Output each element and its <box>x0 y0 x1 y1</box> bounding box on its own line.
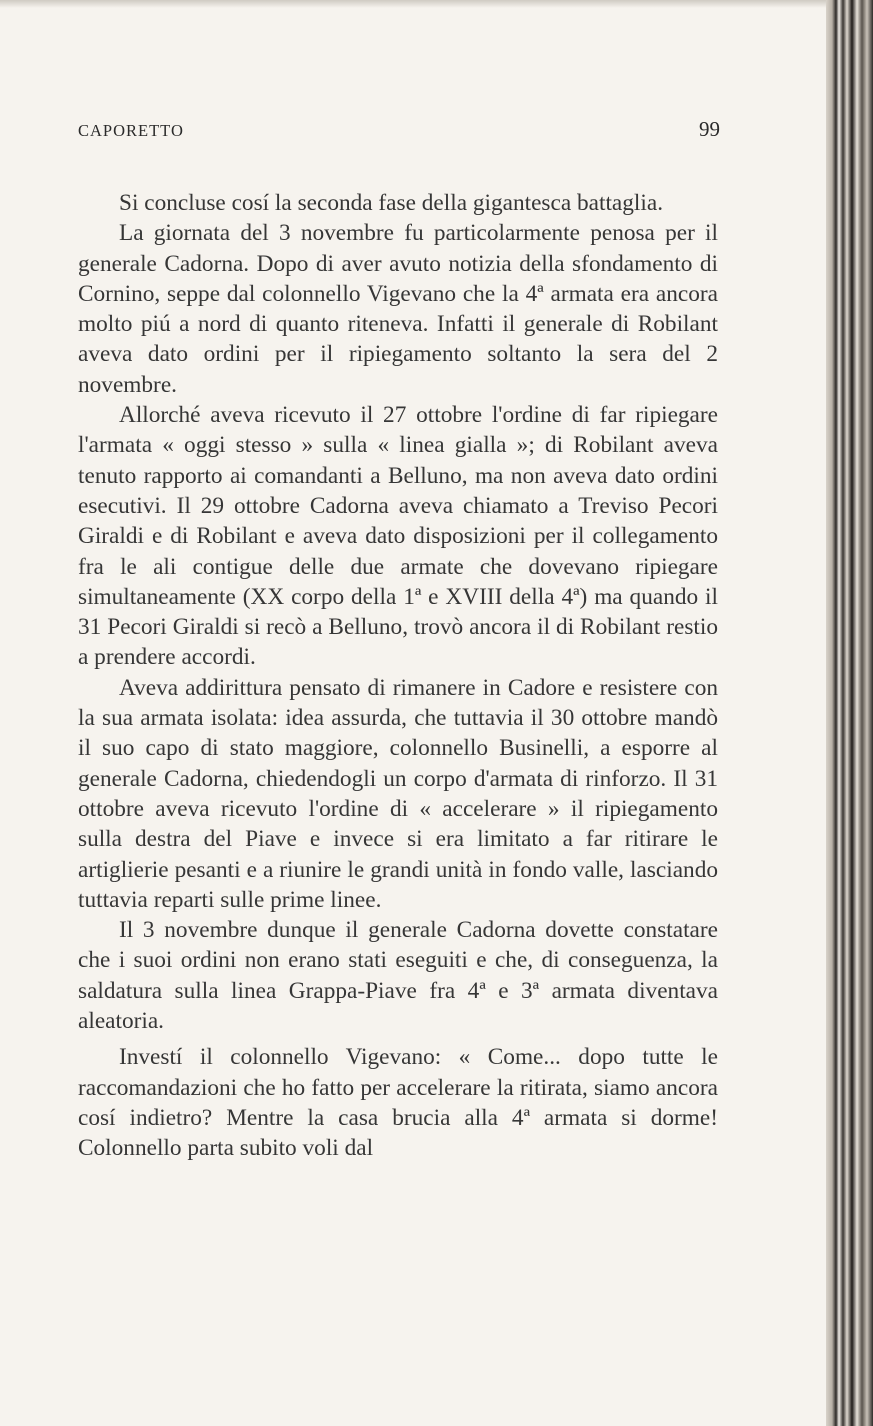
book-binding-edge <box>826 0 873 1426</box>
paragraph: La giornata del 3 novembre fu particolarmente penosa per il generale Cadorna. Dopo di aver avuto notizia della sfondamento di Cornino, seppe dal colonnello Vigevano che la 4ª armata era ancora molto piú a nord di quanto riteneva. Infatti il generale di Robilant aveva dato ordini per il ripiegamento soltanto la sera del 2 novembre. <box>78 220 718 398</box>
paragraph: Aveva addirittura pensato di rimanere in Cadore e resistere con la sua armata isolata: idea assurda, che tuttavia il 30 ottobre mandò il suo capo di stato maggiore, colonnello Businelli, a esporre al generale Cadorna, chiedendogli un corpo d'armata di rinforzo. Il 31 ottobre aveva ricevuto l'ordine di « accelerare » il ripiegamento sulla destra del Piave e invece si era limitato a far ritirare le artiglierie pesanti e a riunire le grandi unità in fondo valle, lasciando tuttavia reparti sulle prime linee. <box>78 674 718 913</box>
page-top-shadow <box>0 0 826 8</box>
page-number: 99 <box>699 117 720 141</box>
paragraph: Investí il colonnello Vigevano: « Come... dopo tutte le raccomandazioni che ho fatto per accelerare la ritirata, siamo ancora cosí indietro? Mentre la casa brucia alla 4ª armata si dorme! Colonnello parta subito voli dal <box>78 1044 718 1162</box>
paragraph: Allorché aveva ricevuto il 27 ottobre l'ordine di far ripiegare l'armata « oggi stesso » sulla « linea gialla »; di Robilant aveva tenuto rapporto ai comandanti a Belluno, ma non aveva dato ordini esecutivi. Il 29 ottobre Cadorna aveva chiamato a Treviso Pecori Giraldi e di Robilant e aveva dato disposizioni per il collegamento fra le ali contigue delle due armate che dovevano ripiegare simultaneamente (XX corpo della 1ª e XVIII della 4ª) ma quando il 31 Pecori Giraldi si recò a Belluno, trovò ancora il di Robilant restio a prendere accordi. <box>78 402 718 671</box>
paragraph: Si concluse cosí la seconda fase della gigantesca battaglia. <box>119 190 664 216</box>
paragraph: Il 3 novembre dunque il generale Cadorna dovette constatare che i suoi ordini non erano stati eseguiti e che, di conseguenza, la saldatura sulla linea Grappa-Piave fra 4ª e 3ª armata diventava aleatoria. <box>78 917 718 1035</box>
body-text <box>78 188 718 1164</box>
running-title: CAPORETTO <box>78 121 184 140</box>
